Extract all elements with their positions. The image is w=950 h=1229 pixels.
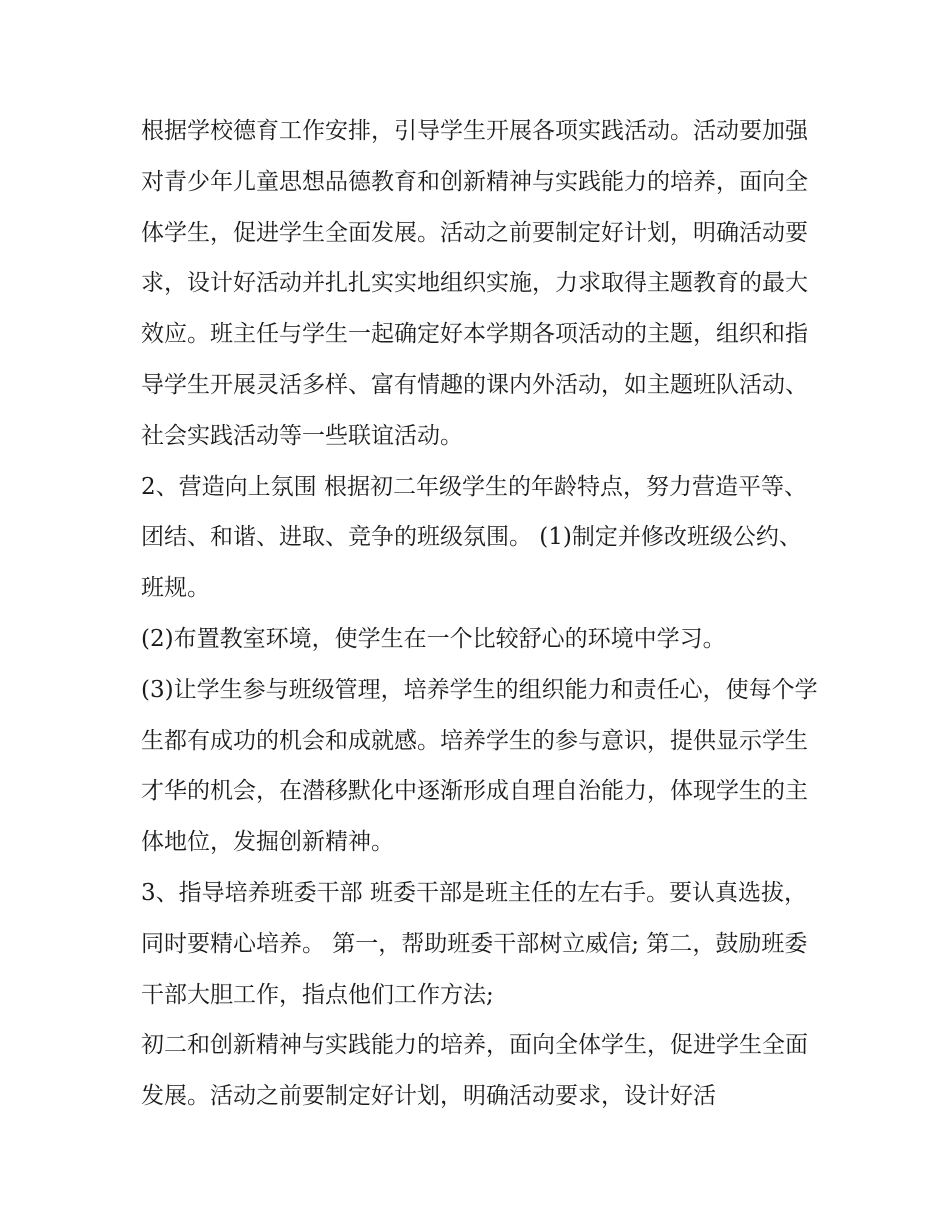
- paragraph-classroom-environment: (2)布置教室环境，使学生在一个比较舒心的环境中学习。: [141, 625, 726, 652]
- paragraph-continuation: 初二和创新精神与实践能力的培养，面向全体学生，促进学生全面发展。活动之前要制定好计划，明确活动要求，设计好活: [141, 1032, 808, 1110]
- paragraph-class-management: (3)让学生参与班级管理，培养学生的组织能力和责任心，使每个学生都有成功的机会和成就感。培养学生的参与意识，提供显示学生才华的机会，在潜移默化中逐渐形成自理自治能力，体现学生的主体地位，发掘创新精神。: [141, 676, 818, 856]
- paragraph-class-atmosphere: 2、营造向上氛围 根据初二年级学生的年龄特点，努力营造平等、团结、和谐、进取、竞争的班级氛围。 (1)制定并修改班级公约、班规。: [141, 473, 807, 602]
- paragraph-class-committee: 3、指导培养班委干部 班委干部是班主任的左右手。要认真选拔，同时要精心培养。 第一，帮助班委干部树立威信; 第二，鼓励班委干部大胆工作，指点他们工作方法;: [141, 879, 808, 1008]
- paragraph-moral-education-activities: 根据学校德育工作安排，引导学生开展各项实践活动。活动要加强对青少年儿童思想品德教育和创新精神与实践能力的培养，面向全体学生，促进学生全面发展。活动之前要制定好计划，明确活动要求，设计好活动并扎扎实实地组织实施，力求取得主题教育的最大效应。班主任与学生一起确定好本学期各项活动的主题，组织和指导学生开展灵活多样、富有情趣的课内外活动，如主题班队活动、社会实践活动等一些联谊活动。: [141, 118, 808, 449]
- document-body: [141, 106, 821, 1122]
